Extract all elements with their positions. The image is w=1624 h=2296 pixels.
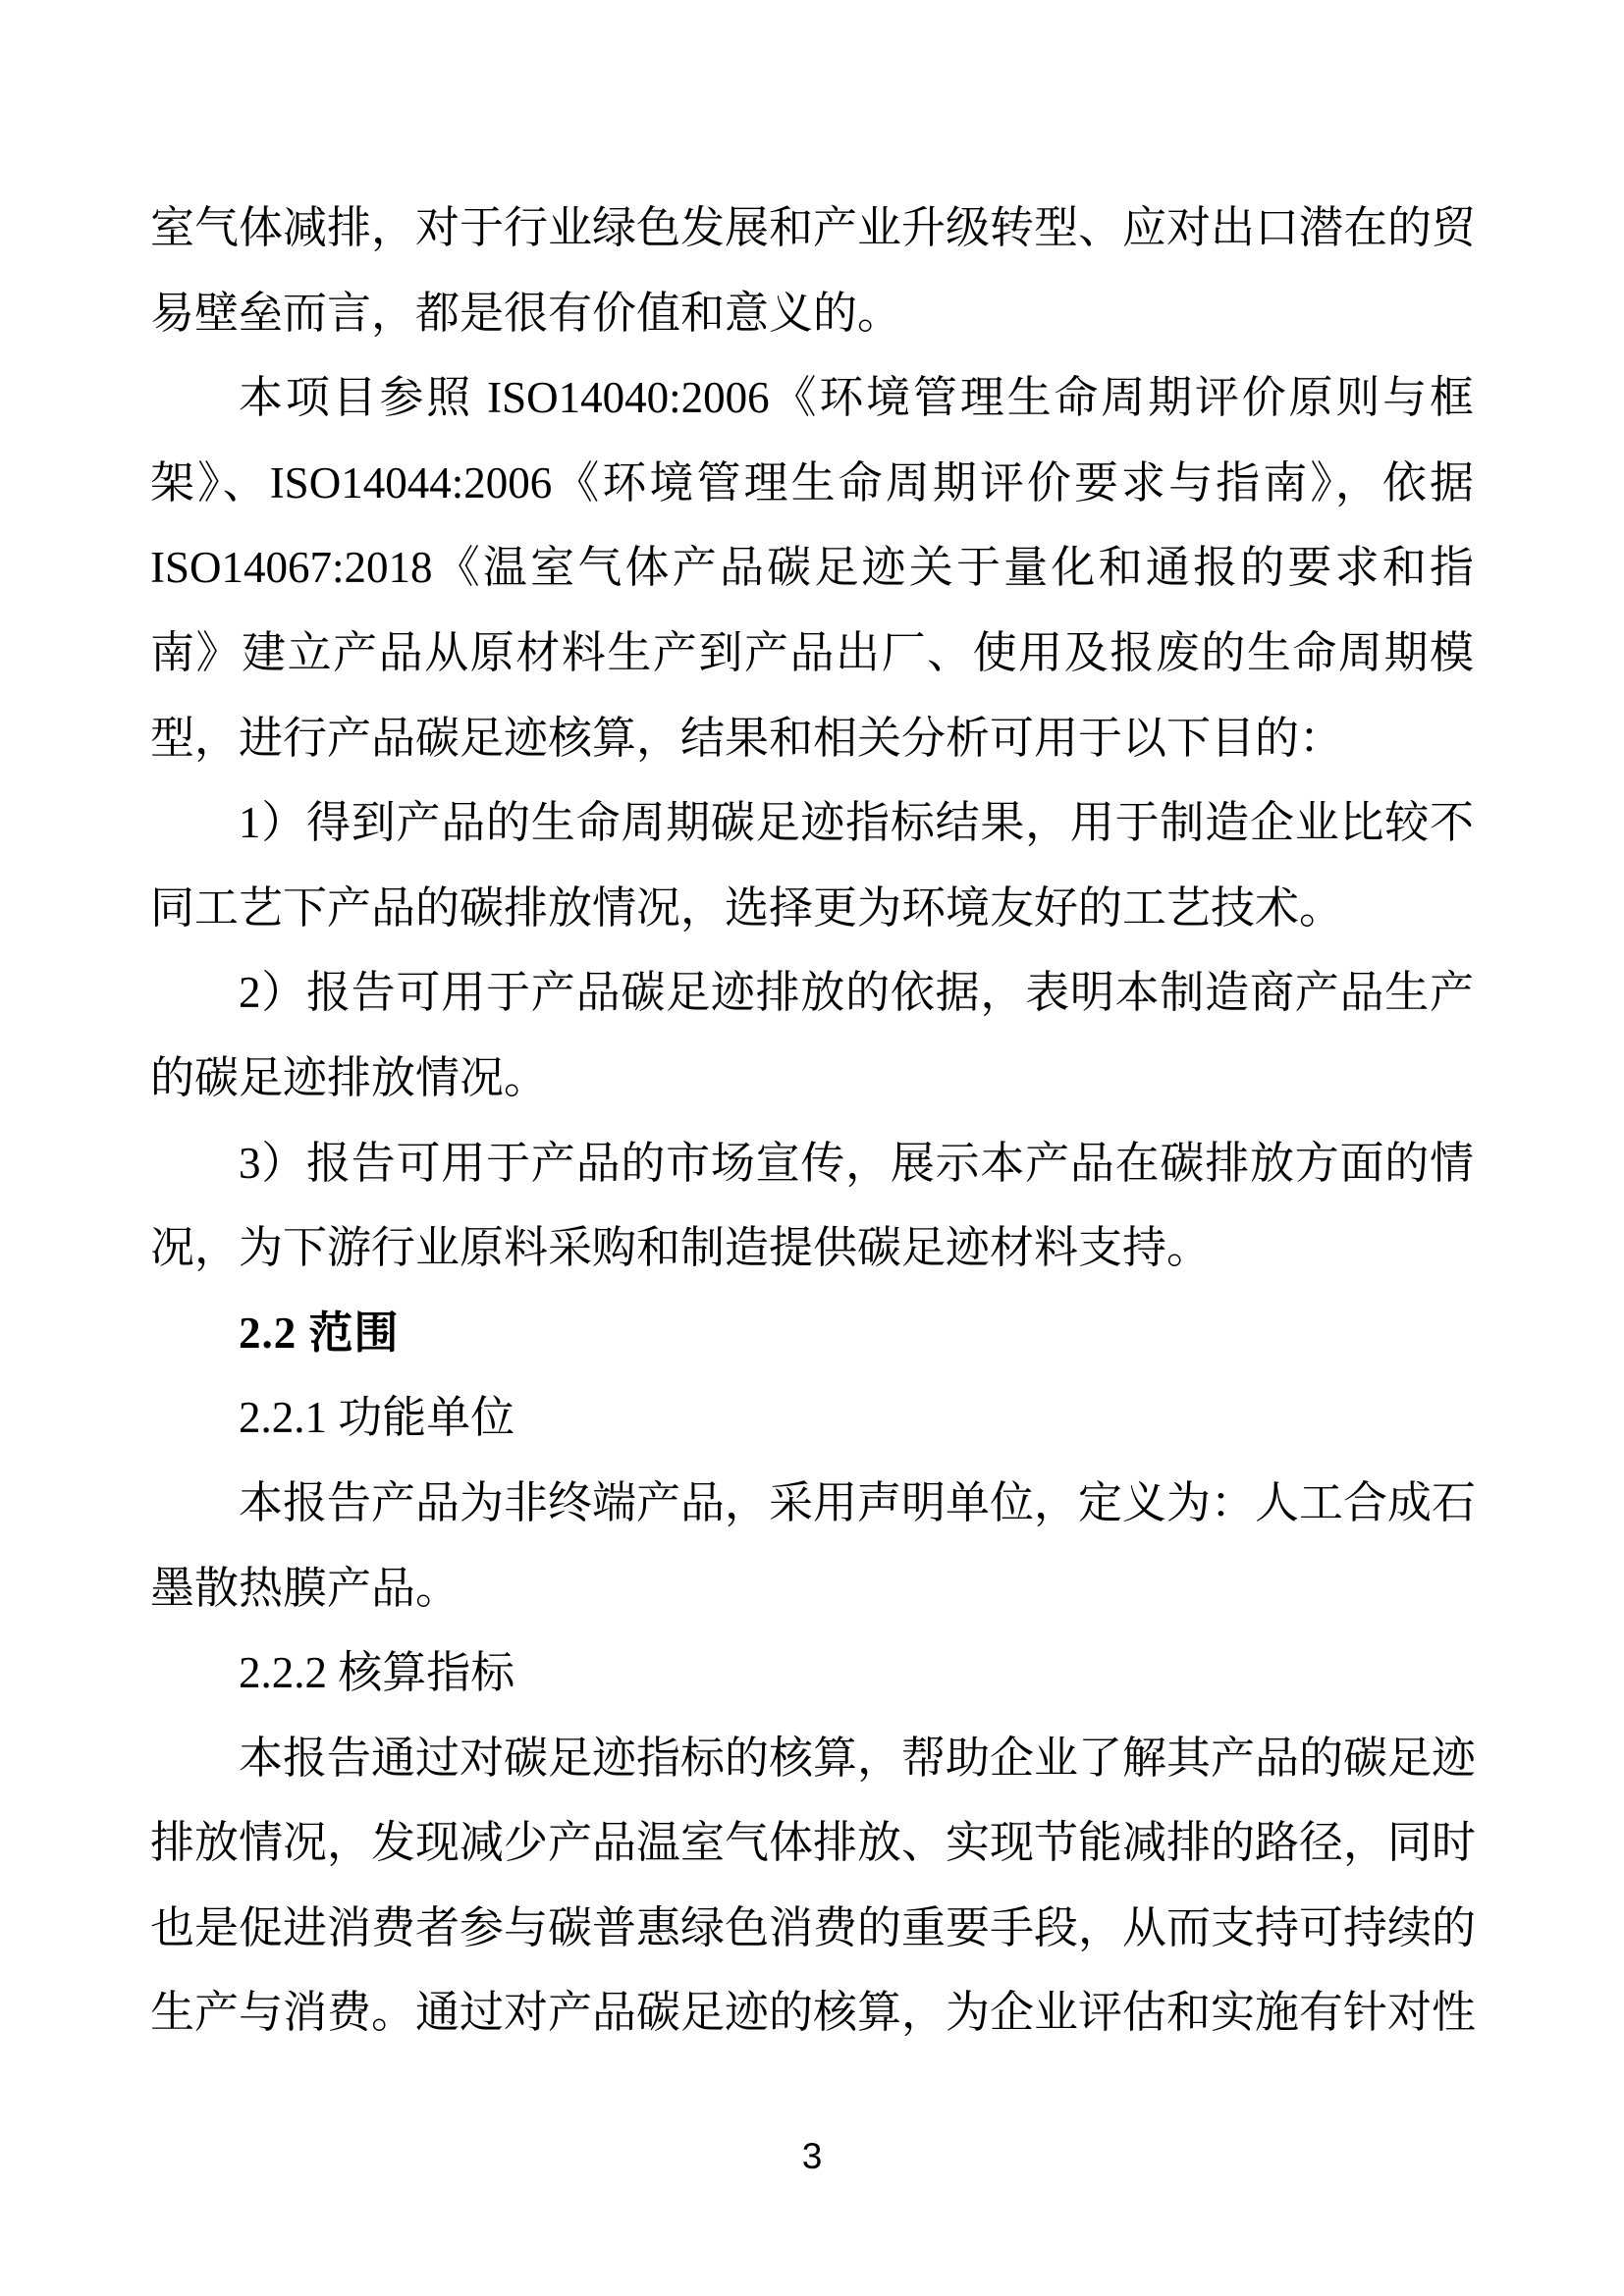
list-item-2	[150, 950, 1474, 1120]
subsection-heading-text: 2.2.2 核算指标	[239, 1648, 515, 1698]
text-line: 况，为下游行业原料采购和制造提供碳足迹材料支持。	[150, 1223, 1212, 1273]
text-line: 墨散热膜产品。	[150, 1563, 460, 1613]
page-footer	[0, 2136, 1624, 2177]
text-line: 1）得到产品的生命周期碳足迹指标结果，用于制造企业比较不	[239, 798, 1474, 848]
text-line: 的碳足迹排放情况。	[150, 1052, 549, 1102]
document-body	[150, 186, 1477, 2056]
paragraph-continuation	[150, 186, 1477, 355]
text-line: 易壁垒而言，都是很有价值和意义的。	[150, 288, 902, 338]
text-line: 同工艺下产品的碳排放情况，选择更为环境友好的工艺技术。	[150, 882, 1344, 933]
text-line: 南》建立产品从原材料生产到产品出厂、使用及报废的生命周期模	[150, 627, 1474, 677]
text-line: 排放情况，发现减少产品温室气体排放、实现节能减排的路径，同时	[150, 1818, 1477, 1868]
text-line: 3）报告可用于产品的市场宣传，展示本产品在碳排放方面的情	[239, 1138, 1474, 1188]
text-line: 也是促进消费者参与碳普惠绿色消费的重要手段，从而支持可持续的	[150, 1902, 1477, 1952]
section-heading-2-2	[150, 1291, 1474, 1376]
paragraph-project-intro	[150, 355, 1474, 780]
text-line: 生产与消费。通过对产品碳足迹的核算，为企业评估和实施有针对性	[150, 1988, 1477, 2038]
subsection-heading-2-2-1	[150, 1375, 1474, 1461]
text-line: ISO14067:2018《温室气体产品碳足迹关于量化和通报的要求和指	[150, 543, 1474, 593]
paragraph-functional-unit	[150, 1461, 1477, 1630]
list-item-1	[150, 780, 1474, 950]
paragraph-accounting-indicator	[150, 1716, 1477, 2056]
section-heading-text: 2.2 范围	[239, 1308, 400, 1358]
list-item-3	[150, 1121, 1474, 1291]
page-number: 3	[801, 2136, 823, 2176]
subsection-heading-2-2-2	[150, 1630, 1474, 1716]
subsection-heading-text: 2.2.1 功能单位	[239, 1393, 515, 1443]
text-line: 2）报告可用于产品碳足迹排放的依据，表明本制造商产品生产	[239, 968, 1474, 1018]
text-line: 本项目参照 ISO14040:2006《环境管理生命周期评价原则与框	[239, 373, 1474, 423]
text-line: 型，进行产品碳足迹核算，结果和相关分析可用于以下目的：	[150, 713, 1344, 763]
text-line: 室气体减排，对于行业绿色发展和产业升级转型、应对出口潜在的贸	[150, 203, 1477, 252]
text-line: 本报告产品为非终端产品，采用声明单位，定义为：人工合成石	[239, 1477, 1477, 1527]
text-line: 本报告通过对碳足迹指标的核算，帮助企业了解其产品的碳足迹	[239, 1733, 1477, 1783]
text-line: 架》、ISO14044:2006《环境管理生命周期评价要求与指南》，依据	[150, 457, 1474, 507]
